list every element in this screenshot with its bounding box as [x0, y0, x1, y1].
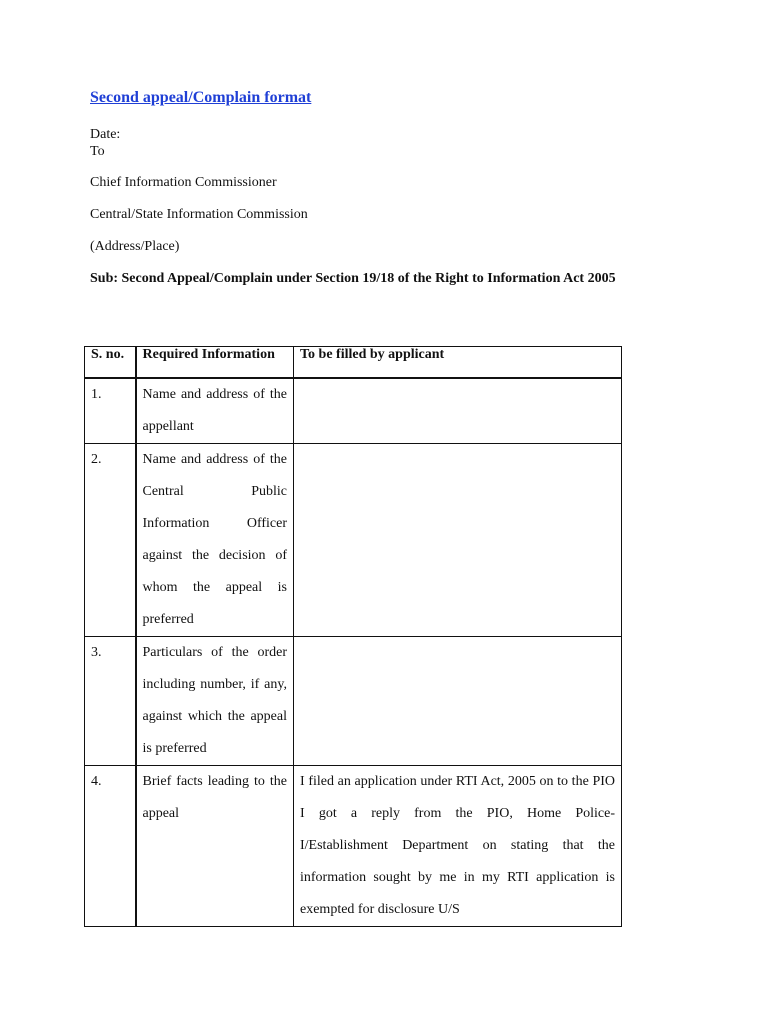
- table-row: [85, 444, 622, 637]
- table-row: [85, 378, 622, 444]
- row-applicant-field[interactable]: [294, 637, 622, 766]
- table-row: [85, 766, 622, 927]
- row-required-information: Particulars of the order including number, if any, against which the appeal is preferred: [136, 637, 294, 766]
- row-required-information: Name and address of the appellant: [136, 378, 294, 444]
- row-applicant-field[interactable]: [294, 378, 622, 444]
- appeal-form-table: [84, 346, 622, 927]
- row-sno: 1.: [85, 378, 136, 444]
- subject-line: Sub: Second Appeal/Complain under Section 19/18 of the Right to Information Act 2005: [90, 271, 616, 286]
- table-row: [85, 637, 622, 766]
- header-sno: S. no.: [85, 347, 136, 379]
- commission-line: Central/State Information Commission: [90, 207, 308, 222]
- row-sno: 4.: [85, 766, 136, 927]
- to-label: To: [90, 144, 105, 159]
- table-header-row: [85, 347, 622, 379]
- row-sno: 2.: [85, 444, 136, 637]
- row-sno: 3.: [85, 637, 136, 766]
- row-applicant-field[interactable]: [294, 444, 622, 637]
- row-applicant-field[interactable]: I filed an application under RTI Act, 2005 on to the PIO I got a reply from the PIO, Home Police-I/Establishment Department on stating that the information sought by me in my RTI application is exempted for disclosure U/S: [294, 766, 622, 927]
- row-required-information: Brief facts leading to the appeal: [136, 766, 294, 927]
- recipient-line: Chief Information Commissioner: [90, 175, 277, 190]
- header-required-information: Required Information: [136, 347, 294, 379]
- document-title: Second appeal/Complain format: [90, 89, 312, 106]
- address-line: (Address/Place): [90, 239, 180, 254]
- date-label: Date:: [90, 127, 121, 142]
- row-required-information: Name and address of the Central Public Information Officer against the decision of whom the appeal is preferred: [136, 444, 294, 637]
- header-to-be-filled: To be filled by applicant: [294, 347, 622, 379]
